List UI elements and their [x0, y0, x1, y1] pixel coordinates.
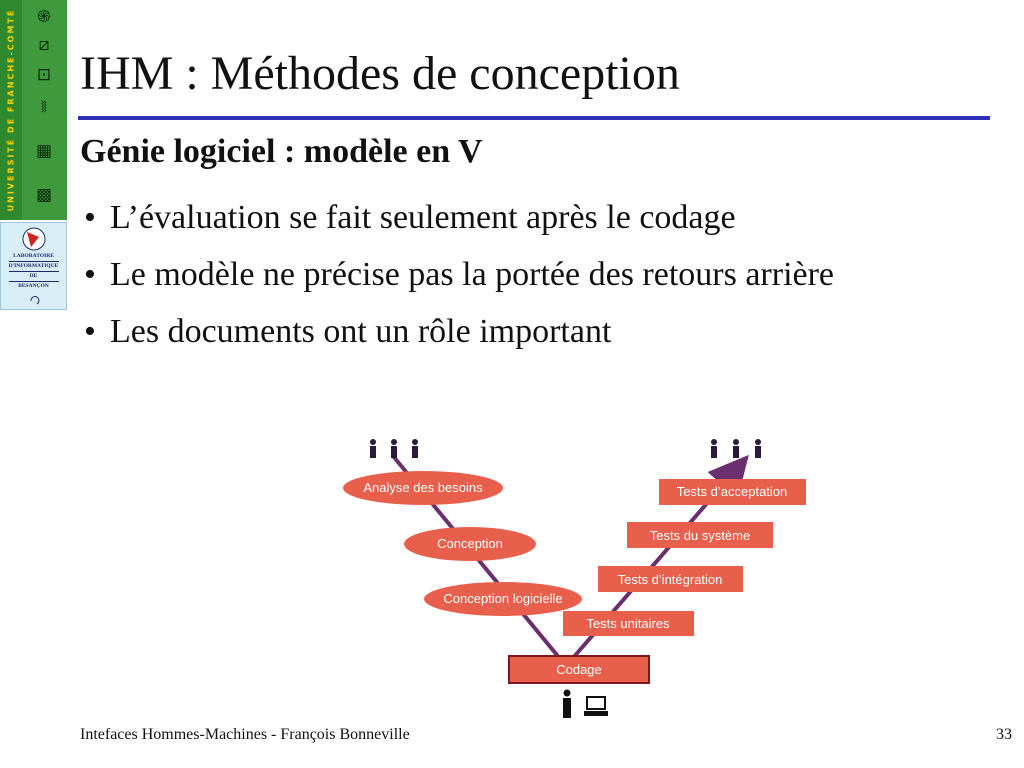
- lab-line-3: DE: [29, 273, 38, 279]
- person-icon: [563, 690, 571, 719]
- phase-tests-unitaires: [563, 611, 694, 636]
- bullet-text: Les documents ont un rôle important: [110, 313, 612, 350]
- phase-analyse-besoins: [343, 471, 503, 505]
- phase-conception-logicielle: [424, 582, 582, 616]
- footer-author: Intefaces Hommes-Machines - François Bonneville: [80, 726, 410, 743]
- slide-subtitle: Génie logiciel : modèle en V: [80, 133, 483, 170]
- lab-line-1: LABORATOIRE: [13, 253, 54, 259]
- phase-label: Codage: [556, 662, 602, 677]
- phase-label: Tests unitaires: [586, 616, 670, 631]
- phase-label: Conception: [437, 536, 503, 551]
- phase-label: Tests d’intégration: [617, 572, 723, 587]
- page-number: 33: [996, 726, 1012, 743]
- phase-conception: [404, 527, 536, 561]
- lab-line-4: BESANÇON: [18, 283, 49, 289]
- bullet-text: L’évaluation se fait seulement après le codage: [110, 199, 736, 236]
- wave-symbol-icon: ⧚: [33, 96, 55, 118]
- bullet-marker: •: [84, 313, 96, 350]
- phase-label: Tests du système: [649, 528, 751, 543]
- phase-tests-integration: [598, 566, 743, 592]
- phase-tests-systeme: [627, 522, 773, 548]
- slide-title: IHM : Méthodes de conception: [80, 47, 680, 100]
- grid-symbol-icon: ▦: [33, 140, 55, 162]
- bullet-marker: •: [84, 256, 96, 293]
- bullet-text: Le modèle ne précise pas la portée des retours arrière: [110, 256, 835, 293]
- university-name: UNIVERSITÉ DE FRANCHE-COMTÉ: [6, 8, 16, 212]
- square-dot-symbol-icon: ⊡: [33, 64, 55, 86]
- spiral-symbol-icon: ֍: [33, 4, 55, 26]
- diagonal-symbol-icon: ⧄: [33, 34, 55, 56]
- person-icon: [711, 439, 761, 458]
- phase-label: Tests d’acceptation: [676, 484, 788, 499]
- phase-tests-acceptation: [659, 479, 806, 505]
- computer-icon: [584, 697, 608, 716]
- person-icon: [370, 439, 418, 458]
- phase-label: Conception logicielle: [443, 591, 563, 606]
- phase-label: Analyse des besoins: [363, 480, 483, 495]
- lab-line-2: D'INFORMATIQUE: [8, 263, 59, 269]
- phase-codage: [509, 656, 649, 683]
- bullet-marker: •: [84, 199, 96, 236]
- stacked-symbol-icon: ▩: [33, 184, 55, 206]
